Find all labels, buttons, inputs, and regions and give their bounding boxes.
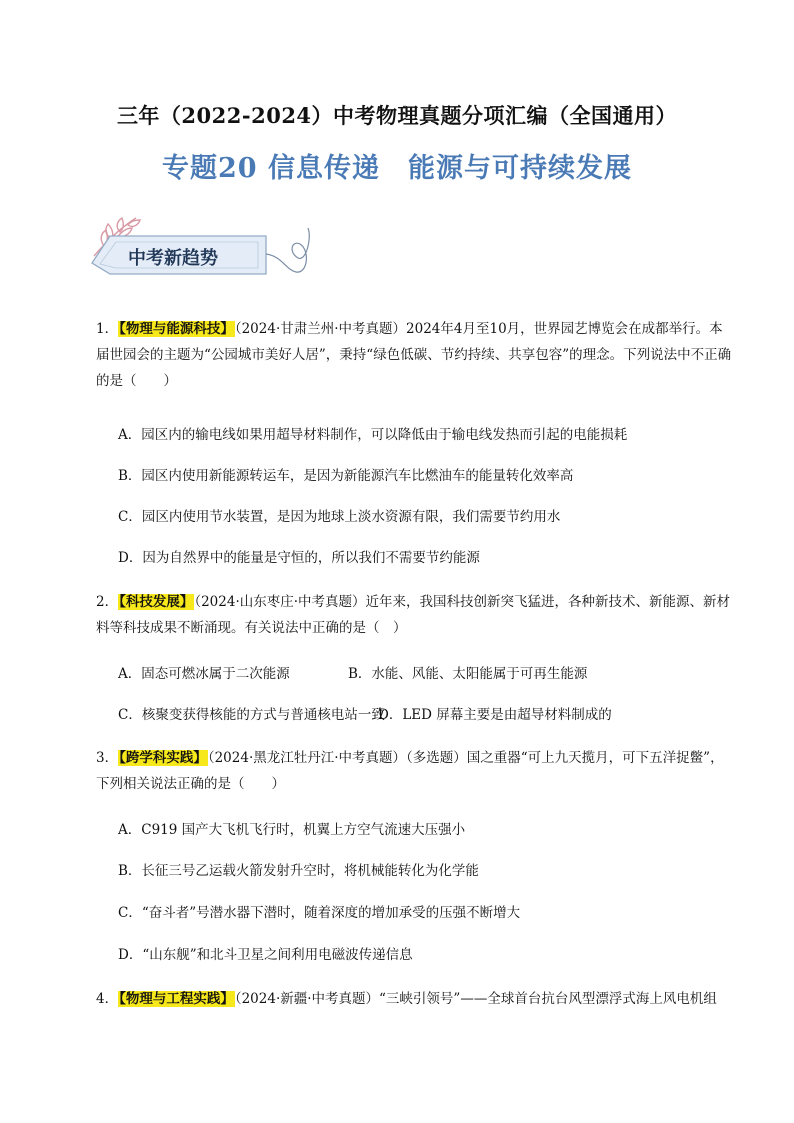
- option-b: B．水能、风能、太阳能属于可再生能源: [348, 666, 588, 682]
- question-number: 1．: [96, 321, 119, 337]
- section-banner: [86, 198, 326, 298]
- question-text: （2024·山东枣庄·中考真题）近年来，我国科技创新突飞猛进，各种新技术、新能源、新材料等科技成果不断涌现。有关说法中正确的是（ ）: [96, 594, 731, 636]
- question-tag: 【物理与能源科技】: [119, 321, 234, 337]
- question-1: [96, 316, 736, 394]
- question-text: （2024·黑龙江牡丹江·中考真题）（多选题）国之重器“可上九天揽月，可下五洋捉鳖”，下列相关说法正确的是（ ）: [96, 750, 724, 792]
- option-d: D．LED 屏幕主要是由超导材料制成的: [378, 707, 612, 723]
- question-text: （2024·新疆·中考真题）“三峡引领号”——全球首台抗台风型漂浮式海上风电机组: [234, 991, 717, 1007]
- question-text: （2024·甘肃兰州·中考真题）2024年4月至10月，世界园艺博览会在成都举行。本届世园会的主题为“公园城市美好人居”，秉持“绿色低碳、节约持续、共享包容”的理念。下列说法中不正确的是（ ）: [96, 321, 732, 389]
- option-c: C．核聚变获得核能的方式与普通核电站一致: [118, 707, 385, 723]
- option-c: C．“奋斗者”号潜水器下潜时，随着深度的增加承受的压强不断增大: [118, 905, 521, 921]
- question-number: 2．: [96, 594, 119, 610]
- option-b: B．长征三号乙运载火箭发射升空时，将机械能转化为化学能: [118, 863, 479, 879]
- option-c: C．园区内使用节水装置，是因为地球上淡水资源有限，我们需要节约用水: [118, 509, 561, 525]
- option-b: B．园区内使用新能源转运车，是因为新能源汽车比燃油车的能量转化效率高: [118, 468, 574, 484]
- option-d: D．因为自然界中的能量是守恒的，所以我们不需要节约能源: [118, 550, 480, 566]
- question-2: [96, 589, 736, 641]
- question-3: [96, 745, 736, 797]
- question-number: 3．: [96, 750, 119, 766]
- option-d: D．“山东舰”和北斗卫星之间利用电磁波传递信息: [118, 947, 413, 963]
- option-a: A．C919 国产大飞机飞行时，机翼上方空气流速大压强小: [118, 822, 466, 838]
- question-tag: 【科技发展】: [119, 594, 194, 610]
- page-subtitle: 专题20 信息传递 能源与可持续发展: [162, 153, 632, 184]
- swirl-decoration: [266, 228, 309, 272]
- question-tag: 【物理与工程实践】: [119, 991, 234, 1007]
- question-tag: 【跨学科实践】: [119, 750, 207, 766]
- question-number: 4．: [96, 991, 119, 1007]
- option-a: A．园区内的输电线如果用超导材料制作，可以降低由于输电线发热而引起的电能损耗: [118, 427, 628, 443]
- question-4: [96, 986, 736, 1012]
- page-title: 三年（2022-2024）中考物理真题分项汇编（全国通用）: [116, 103, 678, 128]
- option-a: A．固态可燃冰属于二次能源: [118, 666, 290, 682]
- banner-label: 中考新趋势: [128, 248, 218, 269]
